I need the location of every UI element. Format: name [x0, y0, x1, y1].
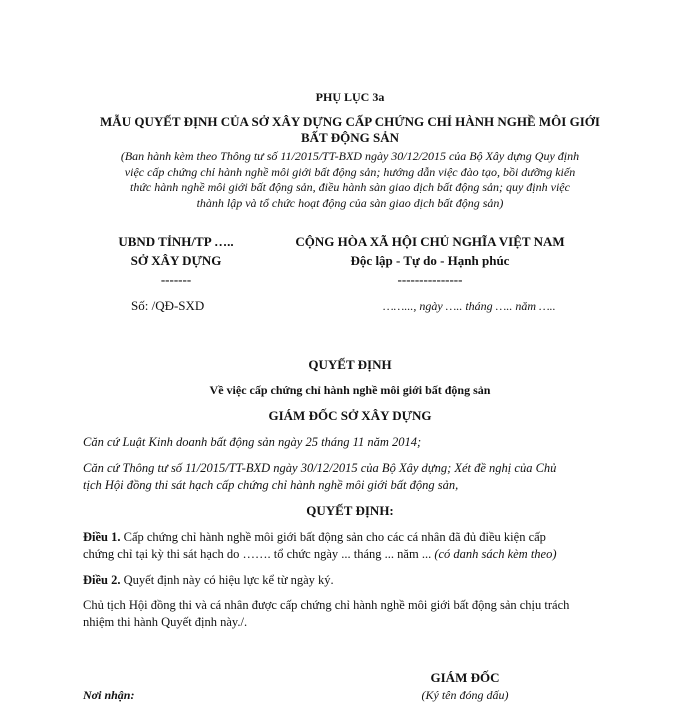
- issuance-note-line: thành lập và tổ chức hoạt động của sàn giao dịch bất động sản): [196, 195, 504, 210]
- national-motto: Độc lập - Tự do - Hạnh phúc: [350, 253, 510, 268]
- header-left-separator: -------: [160, 272, 192, 287]
- article-1: [83, 529, 623, 563]
- header-left: [96, 232, 256, 289]
- article-1-text: Cấp chứng chỉ hành nghề môi giới bất động sản cho các cá nhân đã đủ điều kiện cấp: [120, 530, 546, 544]
- responsibility-line2: nhiệm thi hành Quyết định này./.: [83, 615, 248, 629]
- issuance-note-line: thức hành nghề môi giới bất động sản, điều hành sàn giao dịch bất động sản; quy định việc: [130, 180, 570, 194]
- form-title-line2: BẤT ĐỘNG SẢN: [300, 130, 399, 145]
- legal-basis-1: Căn cứ Luật Kinh doanh bất động sản ngày 25 tháng 11 năm 2014;: [83, 435, 422, 449]
- issuance-note-line: (Ban hành kèm theo Thông tư số 11/2015/TT-BXD ngày 30/12/2015 của Bộ Xây dựng Quy định: [120, 149, 580, 163]
- issuance-note: [80, 149, 620, 211]
- legal-basis-2-line1: Căn cứ Thông tư số 11/2015/TT-BXD ngày 30/12/2015 của Bộ Xây dựng; Xét đề nghị của Chủ: [83, 461, 557, 475]
- issuance-note-line: việc cấp chứng chỉ hành nghề môi giới bất động sản; hướng dẫn việc đào tạo, bồi dưỡng kiến: [124, 164, 576, 179]
- form-title-line1: MẪU QUYẾT ĐỊNH CỦA SỞ XÂY DỰNG CẤP CHỨNG CHỈ HÀNH NGHỀ MÔI GIỚI: [100, 114, 600, 129]
- national-name: CỘNG HÒA XÃ HỘI CHỦ NGHĨA VIỆT NAM: [295, 234, 565, 249]
- document-number: Số: /QĐ-SXD: [131, 298, 205, 313]
- responsibility-line1: Chủ tịch Hội đồng thi và cá nhân được cấp chứng chỉ hành nghề môi giới bất động sản chịu trách: [83, 598, 570, 612]
- document-date: ……..., ngày ….. tháng ….. năm …..: [383, 299, 556, 313]
- article-2-text: Quyết định này có hiệu lực kể từ ngày ký.: [120, 573, 334, 587]
- header-right: [270, 232, 590, 289]
- article-1-text-cont: chứng chỉ tại kỳ thi sát hạch do ……. tổ chức ngày ... tháng ... năm ...: [83, 547, 432, 561]
- signature-title: GIÁM ĐỐC: [430, 670, 500, 685]
- article-1-attachment-note: (có danh sách kèm theo): [431, 547, 557, 561]
- article-2: [83, 572, 623, 589]
- header-right-separator: ---------------: [397, 272, 463, 287]
- decision-title: QUYẾT ĐỊNH: [308, 357, 392, 372]
- decides-heading: QUYẾT ĐỊNH:: [306, 503, 394, 518]
- form-title: [80, 114, 620, 146]
- appendix-label: PHỤ LỤC 3a: [315, 90, 385, 104]
- legal-basis-2-line2: tịch Hội đồng thi sát hạch cấp chứng chỉ hành nghề môi giới bất động sản,: [83, 478, 459, 492]
- signature-note: (Ký tên đóng dấu): [421, 688, 509, 702]
- department-name: SỞ XÂY DỰNG: [130, 253, 222, 268]
- recipients-label: Nơi nhận:: [83, 688, 135, 702]
- province-line: UBND TỈNH/TP …..: [118, 234, 234, 249]
- decision-subject: Về việc cấp chứng chỉ hành nghề môi giới bất động sản: [209, 383, 491, 397]
- legal-basis-2: [83, 460, 623, 494]
- article-2-label: Điều 2.: [83, 573, 121, 587]
- responsibility-clause: [83, 597, 623, 631]
- issuer-title: GIÁM ĐỐC SỞ XÂY DỰNG: [268, 408, 432, 423]
- article-1-label: Điều 1.: [83, 530, 121, 544]
